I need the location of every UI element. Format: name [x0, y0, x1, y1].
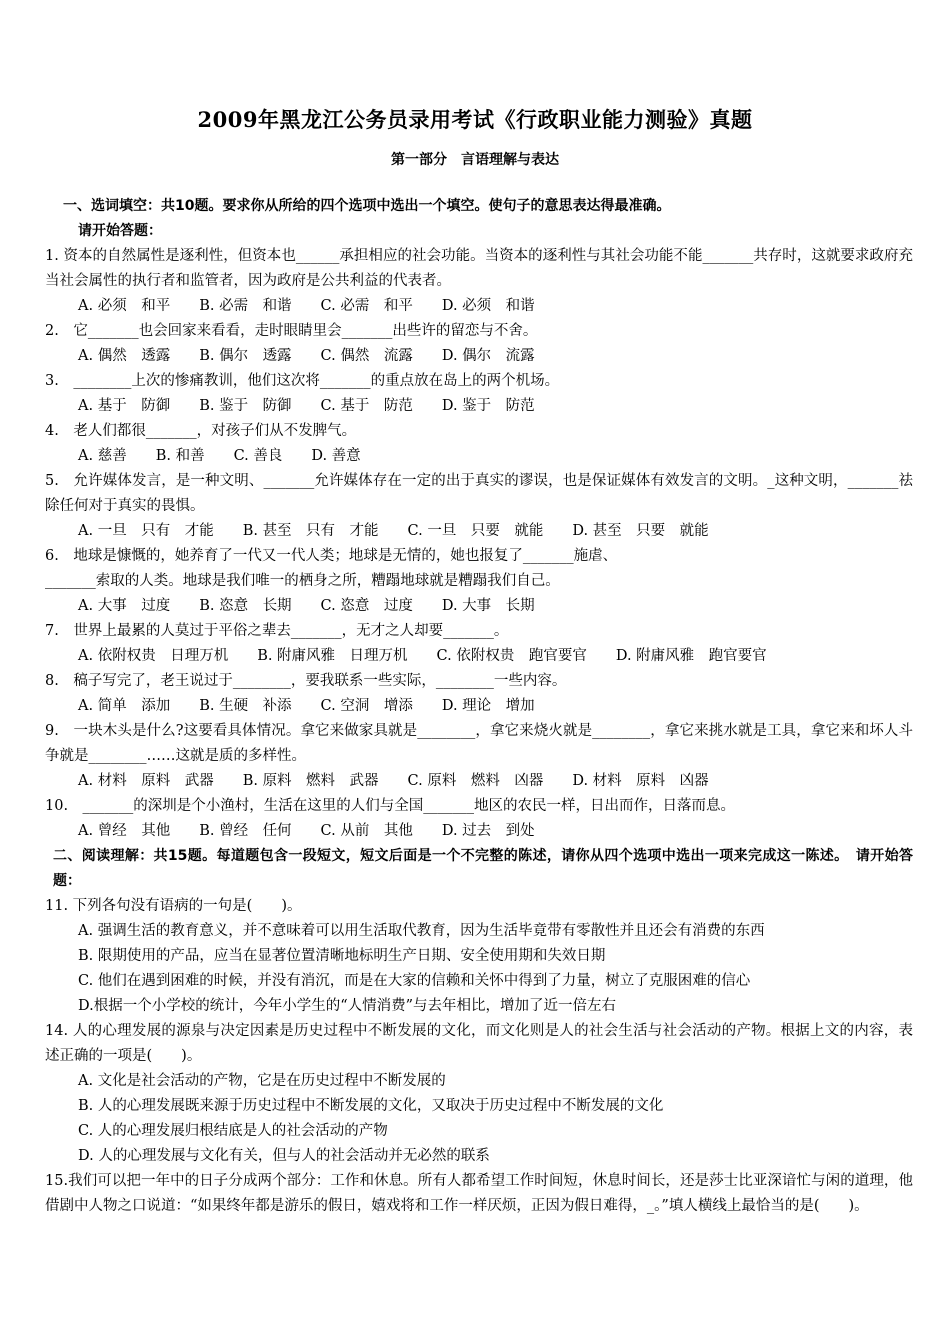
question-7: 7. 世界上最累的人莫过于平俗之辈去_______，无才之人却要_______。 [45, 623, 509, 639]
document-title: 2009年黑龙江公务员录用考试《行政职业能力测验》真题 [197, 107, 753, 132]
question-8-options: A. 简单 添加 B. 生硬 补添 C. 空洞 增添 D. 理论 增加 [78, 698, 535, 714]
question-3: 3. ________上次的惨痛教训，他们这次将_______的重点放在岛上的两个机场。 [45, 373, 560, 389]
question-1-options: A. 必须 和平 B. 必需 和谐 C. 必需 和平 D. 必须 和谐 [78, 298, 535, 314]
question-6-line1: 6. 地球是慷慨的，她养育了一代又一代人类；地球是无情的，她也报复了_______施虐、 [45, 548, 618, 564]
question-4-options: A. 慈善 B. 和善 C. 善良 D. 善意 [78, 448, 361, 464]
question-3-options: A. 基于 防御 B. 鉴于 防御 C. 基于 防范 D. 鉴于 防范 [78, 398, 535, 414]
question-14-option-a: A. 文化是社会活动的产物，它是在历史过程中不断发展的 [78, 1073, 446, 1089]
question-11-option-d: D.根据一个小学校的统计，今年小学生的“人情消费”与去年相比，增加了近一倍左右 [78, 998, 617, 1014]
question-7-options: A. 依附权贵 日理万机 B. 附庸风雅 日理万机 C. 依附权贵 跑官要官 D. 附庸风雅 跑官要官 [78, 648, 767, 664]
question-11-option-b: B. 限期使用的产品，应当在显著位置清晰地标明生产日期、安全使用期和失效日期 [78, 948, 606, 964]
question-14-option-d: D. 人的心理发展与文化有关，但与人的社会活动并无必然的联系 [78, 1148, 490, 1164]
section1-start: 请开始答题： [78, 223, 162, 239]
question-10: 10. _______的深圳是个小渔村，生活在这里的人们与全国_______地区的农民一样，日出而作，日落而息。 [45, 798, 736, 814]
question-11-option-a: A. 强调生活的教育意义，并不意味着可以用生活取代教育，因为生活毕竟带有零散性并且还会有消费的东西 [78, 923, 765, 939]
question-10-options: A. 曾经 其他 B. 曾经 任何 C. 从前 其他 D. 过去 到处 [78, 823, 535, 839]
question-11-option-c: C. 他们在遇到困难的时候，并没有消沉，而是在大家的信赖和关怀中得到了力量，树立了克服困难的信心 [78, 973, 751, 989]
question-15: 15.我们可以把一年中的日子分成两个部分：工作和休息。所有人都希望工作时间短，休息时间长，还是莎士比亚深谙忙与闲的道理，他借剧中人物之口说道：“如果终年都是游乐的假日，嬉戏将和工作一样厌烦，正因为假日难得，_。”填人横线上最恰当的是( )。 [45, 1173, 913, 1214]
question-6-line2: _______索取的人类。地球是我们唯一的栖身之所，糟蹋地球就是糟蹋我们自己。 [45, 573, 560, 589]
question-8: 8. 稿子写完了，老王说过于________，要我联系一些实际，________一些内容。 [45, 673, 567, 689]
question-2: 2. 它_______也会回家来看看，走时眼睛里会_______出些许的留恋与不舍。 [45, 323, 538, 339]
question-14: 14. 人的心理发展的源泉与决定因素是历史过程中不断发展的文化，而文化则是人的社会生活与社会活动的产物。根据上文的内容，表述正确的一项是( )。 [45, 1023, 913, 1064]
question-5-options: A. 一旦 只有 才能 B. 甚至 只有 才能 C. 一旦 只要 就能 D. 甚至 只要 就能 [78, 523, 709, 539]
question-1: 1. 资本的自然属性是逐利性，但资本也______承担相应的社会功能。当资本的逐利性与其社会功能不能_______共存时，这就要求政府充当社会属性的执行者和监管者，因为政府是公共利益的代表者。 [45, 248, 913, 289]
section2-header: 二、阅读理解：共15题。每道题包含一段短文，短文后面是一个不完整的陈述，请你从四个选项中选出一项来完成这一陈述。 请开始答题： [53, 848, 913, 889]
question-11: 11. 下列各句没有语病的一句是( )。 [45, 898, 302, 914]
question-9: 9. 一块木头是什么?这要看具体情况。拿它来做家具就是________，拿它来烧火就是________，拿它来挑水就是工具，拿它来和坏人斗争就是________……这就是质的多样性。 [45, 723, 913, 764]
question-14-option-c: C. 人的心理发展归根结底是人的社会活动的产物 [78, 1123, 388, 1139]
question-9-options: A. 材料 原料 武器 B. 原料 燃料 武器 C. 原料 燃料 凶器 D. 材料 原料 凶器 [78, 773, 709, 789]
question-6-options: A. 大事 过度 B. 恣意 长期 C. 恣意 过度 D. 大事 长期 [78, 598, 535, 614]
part-subtitle: 第一部分 言语理解与表达 [391, 152, 559, 168]
question-2-options: A. 偶然 透露 B. 偶尔 透露 C. 偶然 流露 D. 偶尔 流露 [78, 348, 535, 364]
question-14-option-b: B. 人的心理发展既来源于历史过程中不断发展的文化，又取决于历史过程中不断发展的文化 [78, 1098, 664, 1114]
section1-header: 一、选词填空：共10题。要求你从所给的四个选项中选出一个填空。使句子的意思表达得最准确。 [63, 198, 671, 214]
question-5: 5. 允许媒体发言，是一种文明、_______允许媒体存在一定的出于真实的谬误，也是保证媒体有效发言的文明。_这种文明，_______祛除任何对于真实的畏惧。 [45, 473, 913, 514]
question-4: 4. 老人们都很_______，对孩子们从不发脾气。 [45, 423, 357, 439]
document-body [45, 194, 913, 1219]
